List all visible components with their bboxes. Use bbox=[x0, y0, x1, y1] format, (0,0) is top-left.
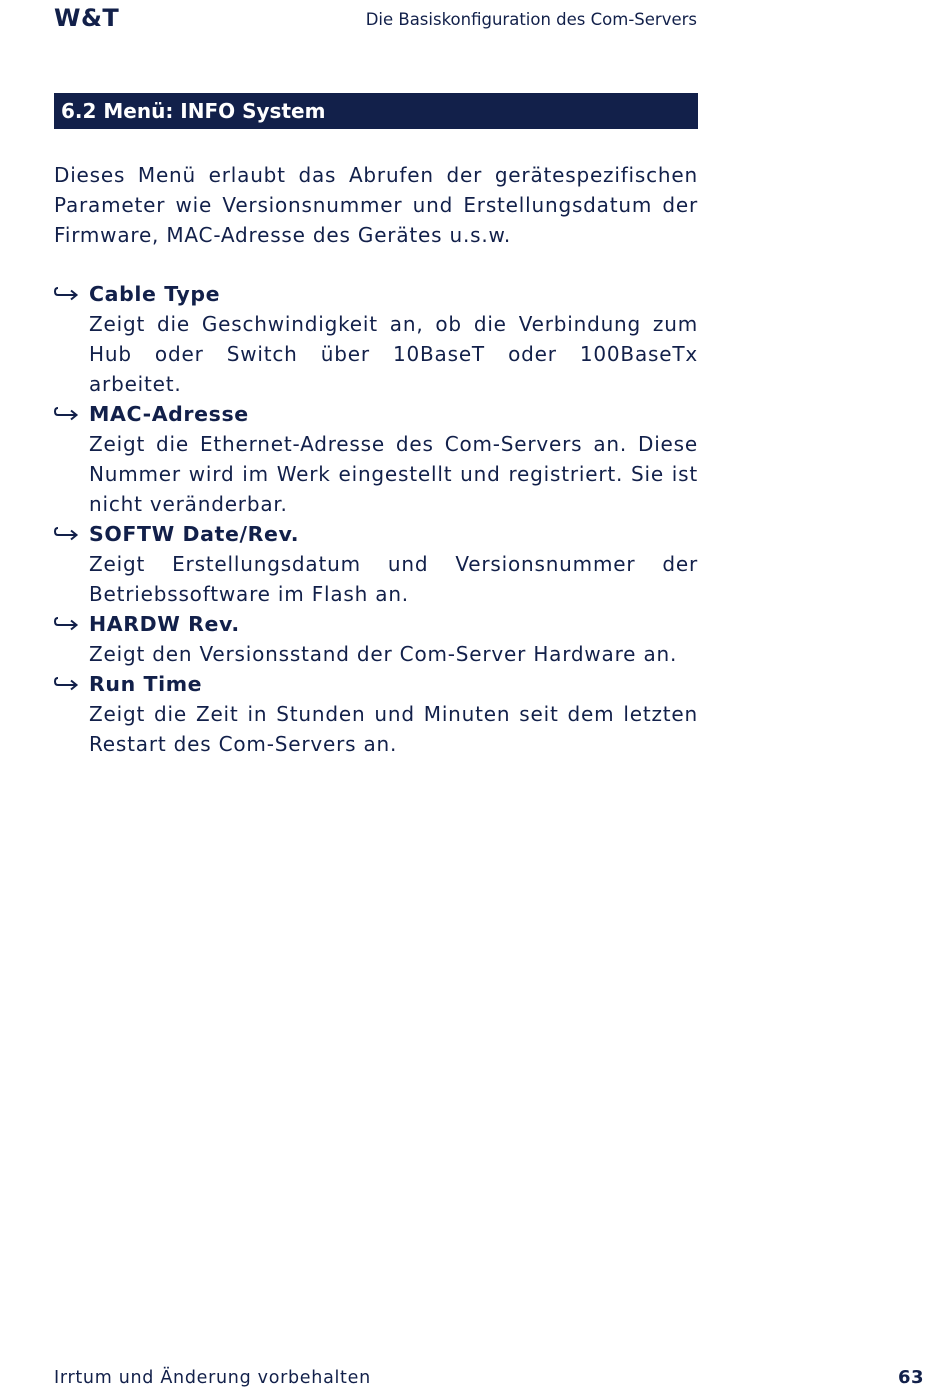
item-description: Zeigt die Ethernet-Adresse des Com-Servers an. Diese Nummer wird im Werk eingestellt und registriert. Sie ist nicht veränderbar. bbox=[89, 432, 698, 516]
list-item bbox=[54, 279, 698, 399]
item-description: Zeigt den Versionsstand der Com-Server Hardware an. bbox=[89, 642, 678, 666]
item-title: MAC-Adresse bbox=[89, 402, 249, 426]
section-heading: 6.2 Menü: INFO System bbox=[61, 99, 326, 123]
info-item-list bbox=[54, 279, 698, 759]
list-item bbox=[54, 399, 698, 519]
item-description: Zeigt die Zeit in Stunden und Minuten seit dem letzten Restart des Com-Servers an. bbox=[89, 702, 698, 756]
item-title: Cable Type bbox=[89, 282, 221, 306]
item-description: Zeigt die Geschwindigkeit an, ob die Verbindung zum Hub oder Switch über 10BaseT oder 100BaseTx arbeitet. bbox=[89, 312, 698, 396]
hook-arrow-right-icon bbox=[54, 609, 80, 639]
item-title: SOFTW Date/Rev. bbox=[89, 522, 300, 546]
list-item bbox=[54, 609, 698, 669]
section-heading-bar bbox=[54, 93, 698, 129]
hook-arrow-right-icon bbox=[54, 519, 80, 549]
intro-paragraph: Dieses Menü erlaubt das Abrufen der gerätespezifischen Parameter wie Versionsnummer und Erstellungsdatum der Firmware, MAC-Adresse des Gerätes u.s.w. bbox=[54, 163, 698, 247]
hook-arrow-right-icon bbox=[54, 279, 80, 309]
brand-logo-text: W&T bbox=[54, 4, 120, 32]
item-description: Zeigt Erstellungsdatum und Versionsnummer der Betriebssoftware im Flash an. bbox=[89, 552, 698, 606]
page-number: 63 bbox=[897, 1367, 924, 1388]
footer-disclaimer: Irrtum und Änderung vorbehalten bbox=[54, 1368, 371, 1388]
hook-arrow-right-icon bbox=[54, 399, 80, 429]
running-header-title: Die Basiskonfiguration des Com-Servers bbox=[365, 10, 697, 29]
list-item bbox=[54, 669, 698, 759]
item-title: Run Time bbox=[89, 672, 203, 696]
page-content bbox=[54, 160, 698, 759]
list-item bbox=[54, 519, 698, 609]
item-title: HARDW Rev. bbox=[89, 612, 240, 636]
hook-arrow-right-icon bbox=[54, 669, 80, 699]
